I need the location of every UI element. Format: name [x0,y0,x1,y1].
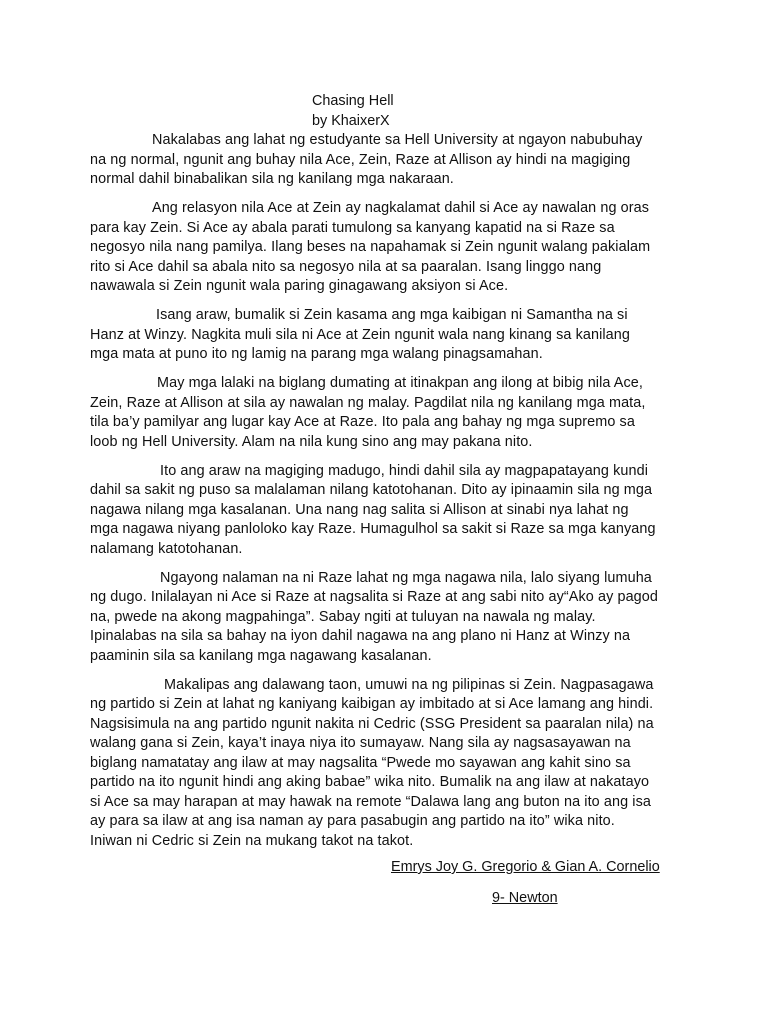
paragraph-line: paaminin sila sa kanilang mga nagawang kasalanan. [90,647,432,664]
paragraph-line: Isang araw, bumalik si Zein kasama ang mga kaibigan ni Samantha na si [156,307,628,323]
paragraph-line: Iniwan ni Cedric si Zein na mukang takot na takot. [90,832,414,849]
paragraph-line: nawawala si Zein ngunit wala paring ginagawang aksiyon si Ace. [90,278,509,294]
document-title: Chasing Hell [312,93,394,109]
story-paragraph [90,462,690,560]
document-byline: by KhaixerX [312,112,390,129]
story-paragraph [90,374,690,452]
paragraph-line: para kay Zein. Si Ace ay abala parati tumulong sa kanyang kapatid na si Raze sa [90,219,615,236]
paragraph-line: tila ba’y pamilyar ang lugar kay Ace at Raze. Ito pala ang bahay ng mga supremo sa [90,414,635,430]
paragraph-line: Ipinalabas na sila sa bahay na iyon dahil nagawa na ang plano ni Hanz at Winzy na [90,628,631,644]
paragraph-line: Nagsisimula na ang partido ngunit nakita ni Cedric (SSG President sa paaralan nila) na [90,715,654,732]
story-paragraph [90,306,690,365]
author-line: Emrys Joy G. Gregorio & Gian A. Cornelio [391,859,660,875]
paragraph-line: negosyo nila nang pamilya. Ilang beses na napahamak si Zein ngunit walang pakialam [90,239,651,255]
section-line: 9- Newton [492,890,558,906]
story-body [90,131,690,861]
paragraph-line: Zein, Raze at Allison at sila ay nawalan ng malay. Pagdilat nila ng kanilang mga mata, [90,394,646,411]
paragraph-line: Nakalabas ang lahat ng estudyante sa Hell University at ngayon nabubuhay [152,132,643,148]
paragraph-line: ng dugo. Inilalayan ni Ace si Raze at nagsalita si Raze at ang sabi nito ay“Ako ay pagod [90,589,658,605]
story-paragraph [90,676,690,852]
paragraph-line: dahil sa sakit ng puso sa malalaman nilang katotohanan. Dito ay ipinaamin sila ng mga [90,482,653,498]
paragraph-line: si Ace sa may harapan at may hawak na remote “Dalawa lang ang buton na ito ang isa [90,793,651,810]
paragraph-line: Ngayong nalaman na ni Raze lahat ng mga nagawa nila, lalo siyang lumuha [160,569,652,586]
paragraph-line: walang gana si Zein, kaya’t inaya niya ito sumayaw. Nang sila ay nagsasayawan na [90,735,631,751]
paragraph-line: nagawa nilang mga kasalanan. Una nang nag salita si Allison at sinabi nya lahat ng [90,501,629,518]
paragraph-line: Makalipas ang dalawang taon, umuwi na ng pilipinas si Zein. Nagpasagawa [164,676,654,693]
story-paragraph [90,199,690,297]
paragraph-line: Hanz at Winzy. Nagkita muli sila ni Ace at Zein ngunit wala nang kinang sa kanilang [90,326,630,343]
paragraph-line: normal dahil binabalikan sila ng kanilang mga nakaraan. [90,171,454,187]
paragraph-line: loob ng Hell University. Alam na nila kung sino ang may pakana nito. [90,433,533,450]
paragraph-line: ay para sa ilaw at ang isa naman ay para pasabugin ang partido na ito” wika nito. [90,813,615,829]
paragraph-line: biglang namatatay ang ilaw at may nagsalita “Pwede mo sayawan ang kahit sino sa [90,754,631,771]
story-paragraph [90,569,690,667]
paragraph-line: May mga lalaki na biglang dumating at itinakpan ang ilong at bibig nila Ace, [157,375,643,391]
paragraph-line: na ng normal, ngunit ang buhay nila Ace, Zein, Raze at Allison ay hindi na magiging [90,151,631,168]
story-paragraph [90,131,690,190]
paragraph-line: ng partido si Zein at lahat ng kaniyang kaibigan ay imbitado at si Ace lamang ang hindi. [90,696,654,712]
paragraph-line: rito si Ace dahil sa abala nito sa negosyo nila at sa paaralan. Isang linggo nang [90,258,602,275]
paragraph-line: mga nagawa niyang panloloko kay Raze. Humagulhol sa sakit si Raze sa mga kanyang [90,521,656,537]
paragraph-line: mga mata at puno ito ng lamig na parang mga walang pinagsamahan. [90,346,543,362]
paragraph-line: nalamang katotohanan. [90,540,243,557]
paragraph-line: na, pwede na akong magpahinga”. Sabay ngiti at tuluyan na nawala ng malay. [90,608,596,625]
paragraph-line: partido na ito ngunit hindi ang aking babae” wika nito. Bumalik na ang ilaw at nakatayo [90,774,650,790]
paragraph-line: Ito ang araw na magiging madugo, hindi dahil sila ay magpapatayang kundi [160,462,649,479]
paragraph-line: Ang relasyon nila Ace at Zein ay nagkalamat dahil si Ace ay nawalan ng oras [152,200,650,216]
